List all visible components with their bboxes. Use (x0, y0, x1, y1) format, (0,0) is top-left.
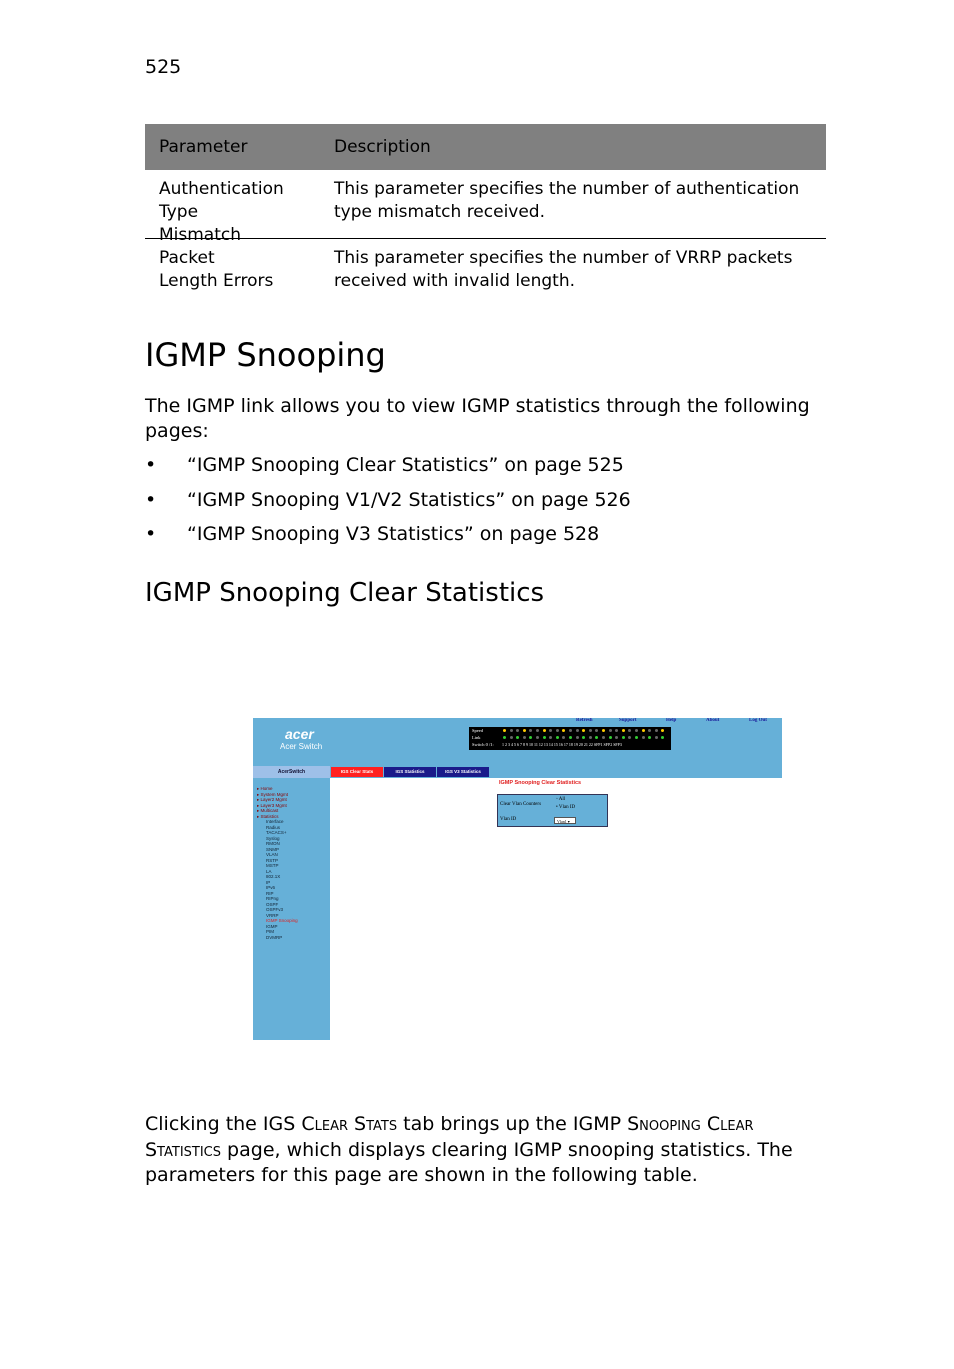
intro-paragraph: The IGMP link allows you to view IGMP statistics through the following pages: (145, 395, 810, 442)
nav-item[interactable]: TACACS+ (266, 830, 287, 835)
nav-item[interactable]: SNMP (266, 846, 280, 852)
port-led (556, 736, 559, 739)
port-led (510, 736, 513, 739)
acer-logo: acer (285, 726, 314, 742)
port-led (562, 736, 565, 739)
clear-stats-form (497, 794, 608, 827)
clear-vlan-label: Clear Vlan Counters (500, 802, 542, 807)
nav-item[interactable]: IPv6 (266, 885, 276, 890)
port-led (529, 736, 532, 739)
port-led (589, 729, 592, 732)
speed-label: Speed (472, 728, 483, 733)
vlan-select[interactable]: Vlan1 ▾ (554, 817, 576, 824)
nav-item[interactable]: RMON (266, 841, 280, 846)
web-ui-screenshot (253, 718, 782, 1040)
desc-cell: This parameter specifies the number of VRRP packets received with invalid length. (334, 248, 793, 291)
nav-item[interactable]: RIPng (266, 896, 279, 901)
link-label: Link (472, 735, 481, 740)
port-led (569, 736, 572, 739)
port-led (635, 729, 638, 732)
port-led (576, 729, 579, 732)
port-led (595, 729, 598, 732)
port-numbers: 1 2 3 4 5 6 7 8 9 10 11 12 13 14 15 16 17 18 19 20 21 22 SFP1 SFP2 SFP3 (502, 742, 622, 747)
outro-smallcaps: Snooping Clear Statistics (145, 1113, 754, 1161)
nav-item[interactable]: Interface (266, 819, 284, 824)
section-title: IGMP Snooping (145, 336, 386, 374)
outro-smallcaps: Clear Stats (301, 1113, 398, 1135)
sidebar-nav (257, 786, 298, 940)
radio-vlan-label: Vlan ID (558, 805, 576, 810)
bullet-link[interactable]: “IGMP Snooping V1/V2 Statistics” on page 526 (187, 488, 631, 511)
port-led (635, 736, 638, 739)
port-led (622, 729, 625, 732)
refresh-link[interactable]: Refresh (576, 718, 593, 723)
table-row (145, 170, 826, 245)
port-led (648, 736, 651, 739)
nav-item[interactable]: OSPF (266, 901, 279, 907)
port-led (615, 729, 618, 732)
port-led (536, 736, 539, 739)
tab-igs-statistics[interactable]: IGS Statistics (384, 767, 436, 777)
port-led (516, 729, 519, 732)
outro-text: tab brings up the IGMP (397, 1113, 628, 1135)
nav-item[interactable]: LA (266, 868, 272, 874)
port-led (628, 736, 631, 739)
port-led (642, 736, 645, 739)
nav-item[interactable]: MSTP (266, 863, 279, 868)
bullet-link[interactable]: “IGMP Snooping V3 Statistics” on page 528 (187, 523, 600, 545)
port-led (661, 729, 664, 732)
page-title: IGMP Snooping Clear Statistics (499, 780, 582, 786)
port-led (523, 736, 526, 739)
nav-item[interactable]: ▸ Layer3 Mgmt (257, 802, 287, 808)
port-led (516, 736, 519, 739)
nav-item[interactable]: RIP (266, 890, 274, 896)
nav-item[interactable]: DVMRP (266, 934, 283, 940)
nav-item[interactable]: 802.1X (266, 874, 281, 879)
radio-vlan-id[interactable]: • Vlan ID (556, 805, 576, 810)
nav-item[interactable]: RSTP (266, 857, 279, 863)
port-led (543, 736, 546, 739)
port-led (503, 729, 506, 732)
subsection-title: IGMP Snooping Clear Statistics (145, 578, 545, 608)
list-item: • “IGMP Snooping Clear Statistics” on page 525 (145, 454, 631, 489)
desc-cell: This parameter specifies the number of authentication type mismatch received. (334, 179, 800, 222)
nav-item[interactable]: OSPFv3 (266, 907, 284, 912)
port-led (609, 736, 612, 739)
port-led (536, 729, 539, 732)
support-link[interactable]: Support (619, 718, 637, 723)
bullet-link[interactable]: “IGMP Snooping Clear Statistics” on page 525 (187, 454, 624, 476)
port-led (569, 729, 572, 732)
param-cell: Packet Length Errors (159, 248, 274, 291)
port-led (582, 736, 585, 739)
port-led (589, 736, 592, 739)
port-led (549, 729, 552, 732)
header-parameter: Parameter (159, 137, 248, 157)
help-link[interactable]: Help (666, 718, 677, 723)
outro-text: page, which displays clearing IGMP snooping statistics. The parameters for this page are shown in the following table. (145, 1138, 793, 1186)
port-led (655, 729, 658, 732)
parameter-table (145, 124, 826, 305)
switch-label: Switch 0 /1: (472, 742, 494, 747)
logout-link[interactable]: Log Out (749, 718, 767, 723)
port-led (582, 729, 585, 732)
port-led (549, 736, 552, 739)
tab-igs-clear-stats[interactable]: IGS Clear Stats (331, 767, 383, 777)
port-led (622, 736, 625, 739)
nav-item[interactable]: PIM (266, 929, 275, 934)
param-cell: Authentication Type Mismatch (159, 179, 284, 245)
port-led (609, 729, 612, 732)
port-led (510, 729, 513, 732)
sidebar-header: AcerSwitch (253, 766, 330, 778)
nav-item[interactable]: VRRP (266, 912, 279, 918)
port-led (628, 729, 631, 732)
nav-item[interactable]: ▸ Home (257, 786, 273, 791)
port-led (562, 729, 565, 732)
port-led (595, 736, 598, 739)
radio-all-label: All (558, 797, 566, 802)
port-led (602, 736, 605, 739)
list-item: • “IGMP Snooping V1/V2 Statistics” on page 526 (145, 489, 631, 524)
port-led (523, 729, 526, 732)
nav-item[interactable]: ▸ Multicast (257, 808, 279, 813)
table-row (145, 239, 826, 305)
nav-item[interactable]: ▸ System Mgmt (257, 791, 289, 797)
nav-item[interactable]: ▸ Layer2 Mgmt (257, 797, 287, 802)
port-led (648, 729, 651, 732)
port-led (602, 729, 605, 732)
outro-paragraph (145, 1112, 835, 1189)
port-led (543, 729, 546, 732)
nav-item[interactable]: IGMP Snooping (266, 918, 298, 923)
bullet-list (145, 454, 631, 558)
list-item: • “IGMP Snooping V3 Statistics” on page 528 (145, 523, 631, 558)
about-link[interactable]: About (706, 718, 720, 723)
port-led (576, 736, 579, 739)
tab-igs-v3-statistics[interactable]: IGS V3 Statistics (437, 767, 489, 777)
port-led (529, 729, 532, 732)
header-description: Description (334, 137, 431, 157)
nav-item[interactable]: IGMP (266, 923, 278, 929)
outro-text: Clicking the IGS (145, 1113, 302, 1135)
nav-item[interactable]: Syslog (266, 835, 280, 841)
nav-item[interactable]: Radius (266, 824, 281, 830)
page-number: 525 (145, 56, 182, 78)
port-led (661, 736, 664, 739)
port-led (615, 736, 618, 739)
vlan-select-value: Vlan1 (557, 819, 567, 824)
brand-subtitle: Acer Switch (280, 742, 323, 751)
port-led (642, 729, 645, 732)
vlan-id-label: Vlan ID (500, 817, 517, 822)
port-led (556, 729, 559, 732)
radio-all[interactable]: ◦ All (556, 797, 566, 802)
port-led-panel (469, 727, 671, 750)
nav-item[interactable]: IP (266, 879, 271, 885)
nav-item[interactable]: VLAN (266, 852, 278, 857)
nav-item[interactable]: ▸ Statistics (257, 813, 279, 819)
port-led (503, 736, 506, 739)
table-header (145, 124, 826, 170)
port-led (655, 736, 658, 739)
